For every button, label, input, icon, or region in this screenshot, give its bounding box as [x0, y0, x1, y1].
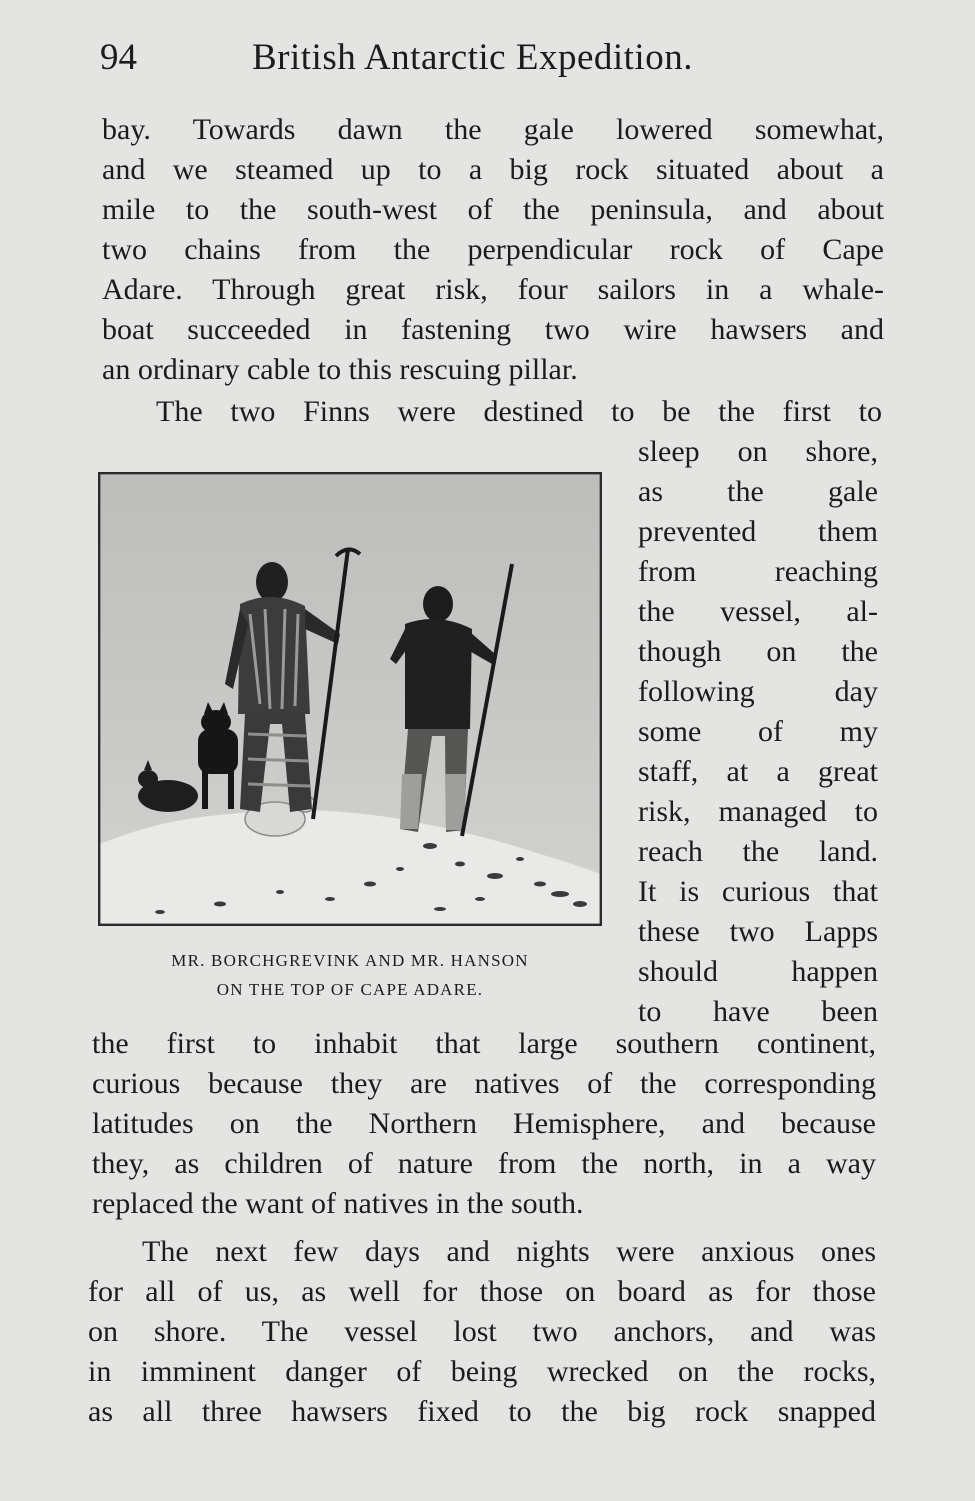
text-line: Adare. Through great risk, four sailors in a whale-	[102, 273, 884, 306]
text-line: following day	[638, 675, 878, 708]
text-line: from reaching	[638, 555, 878, 588]
text-line: The two Finns were destined to be the first to	[156, 395, 882, 428]
text-line: the vessel, al-	[638, 595, 878, 628]
text-line: curious because they are natives of the corresponding	[92, 1067, 876, 1100]
text-line: and we steamed up to a big rock situated about a	[102, 153, 884, 186]
figure-caption	[98, 946, 602, 1004]
running-title: British Antarctic Expedition.	[252, 37, 693, 78]
text-line: an ordinary cable to this rescuing pillar.	[102, 353, 578, 386]
text-line: It is curious that	[638, 875, 878, 908]
paragraph-2-start	[102, 392, 882, 432]
text-line: should happen	[638, 955, 878, 988]
text-line: to have been	[638, 995, 878, 1028]
text-line: for all of us, as well for those on board as for those	[88, 1275, 876, 1308]
paragraph-3	[88, 1232, 876, 1432]
text-line: on shore. The vessel lost two anchors, and was	[88, 1315, 876, 1348]
text-line: they, as children of nature from the north, in a way	[92, 1147, 876, 1180]
page-header	[100, 30, 880, 90]
text-line: sleep on shore,	[638, 435, 878, 468]
text-line: reach the land.	[638, 835, 878, 868]
text-line: though on the	[638, 635, 878, 668]
text-line: some of my	[638, 715, 878, 748]
text-line: replaced the want of natives in the south.	[92, 1187, 584, 1220]
wrapped-text-column	[638, 432, 878, 1032]
caption-line: MR. BORCHGREVINK AND MR. HANSON	[171, 951, 529, 970]
paragraph-2-continued	[92, 1024, 876, 1224]
text-line: the first to inhabit that large southern continent,	[92, 1027, 876, 1060]
text-line: as all three hawsers fixed to the big rock snapped	[88, 1395, 876, 1428]
paragraph-1	[102, 110, 884, 390]
text-line: mile to the south-west of the peninsula, and about	[102, 193, 884, 226]
text-line: these two Lapps	[638, 915, 878, 948]
text-line: as the gale	[638, 475, 878, 508]
text-line: two chains from the perpendicular rock of Cape	[102, 233, 884, 266]
text-line: risk, managed to	[638, 795, 878, 828]
caption-line: ON THE TOP OF CAPE ADARE.	[216, 980, 484, 999]
photograph	[98, 472, 602, 926]
text-line: bay. Towards dawn the gale lowered somewhat,	[102, 113, 884, 146]
text-line: The next few days and nights were anxious ones	[142, 1235, 876, 1268]
page-number: 94	[100, 37, 137, 78]
text-line: staff, at a great	[638, 755, 878, 788]
text-line: in imminent danger of being wrecked on the rocks,	[88, 1355, 876, 1388]
text-line: latitudes on the Northern Hemisphere, and because	[92, 1107, 876, 1140]
photo-illustration	[100, 474, 600, 924]
text-line: prevented them	[638, 515, 878, 548]
text-line: boat succeeded in fastening two wire hawsers and	[102, 313, 884, 346]
